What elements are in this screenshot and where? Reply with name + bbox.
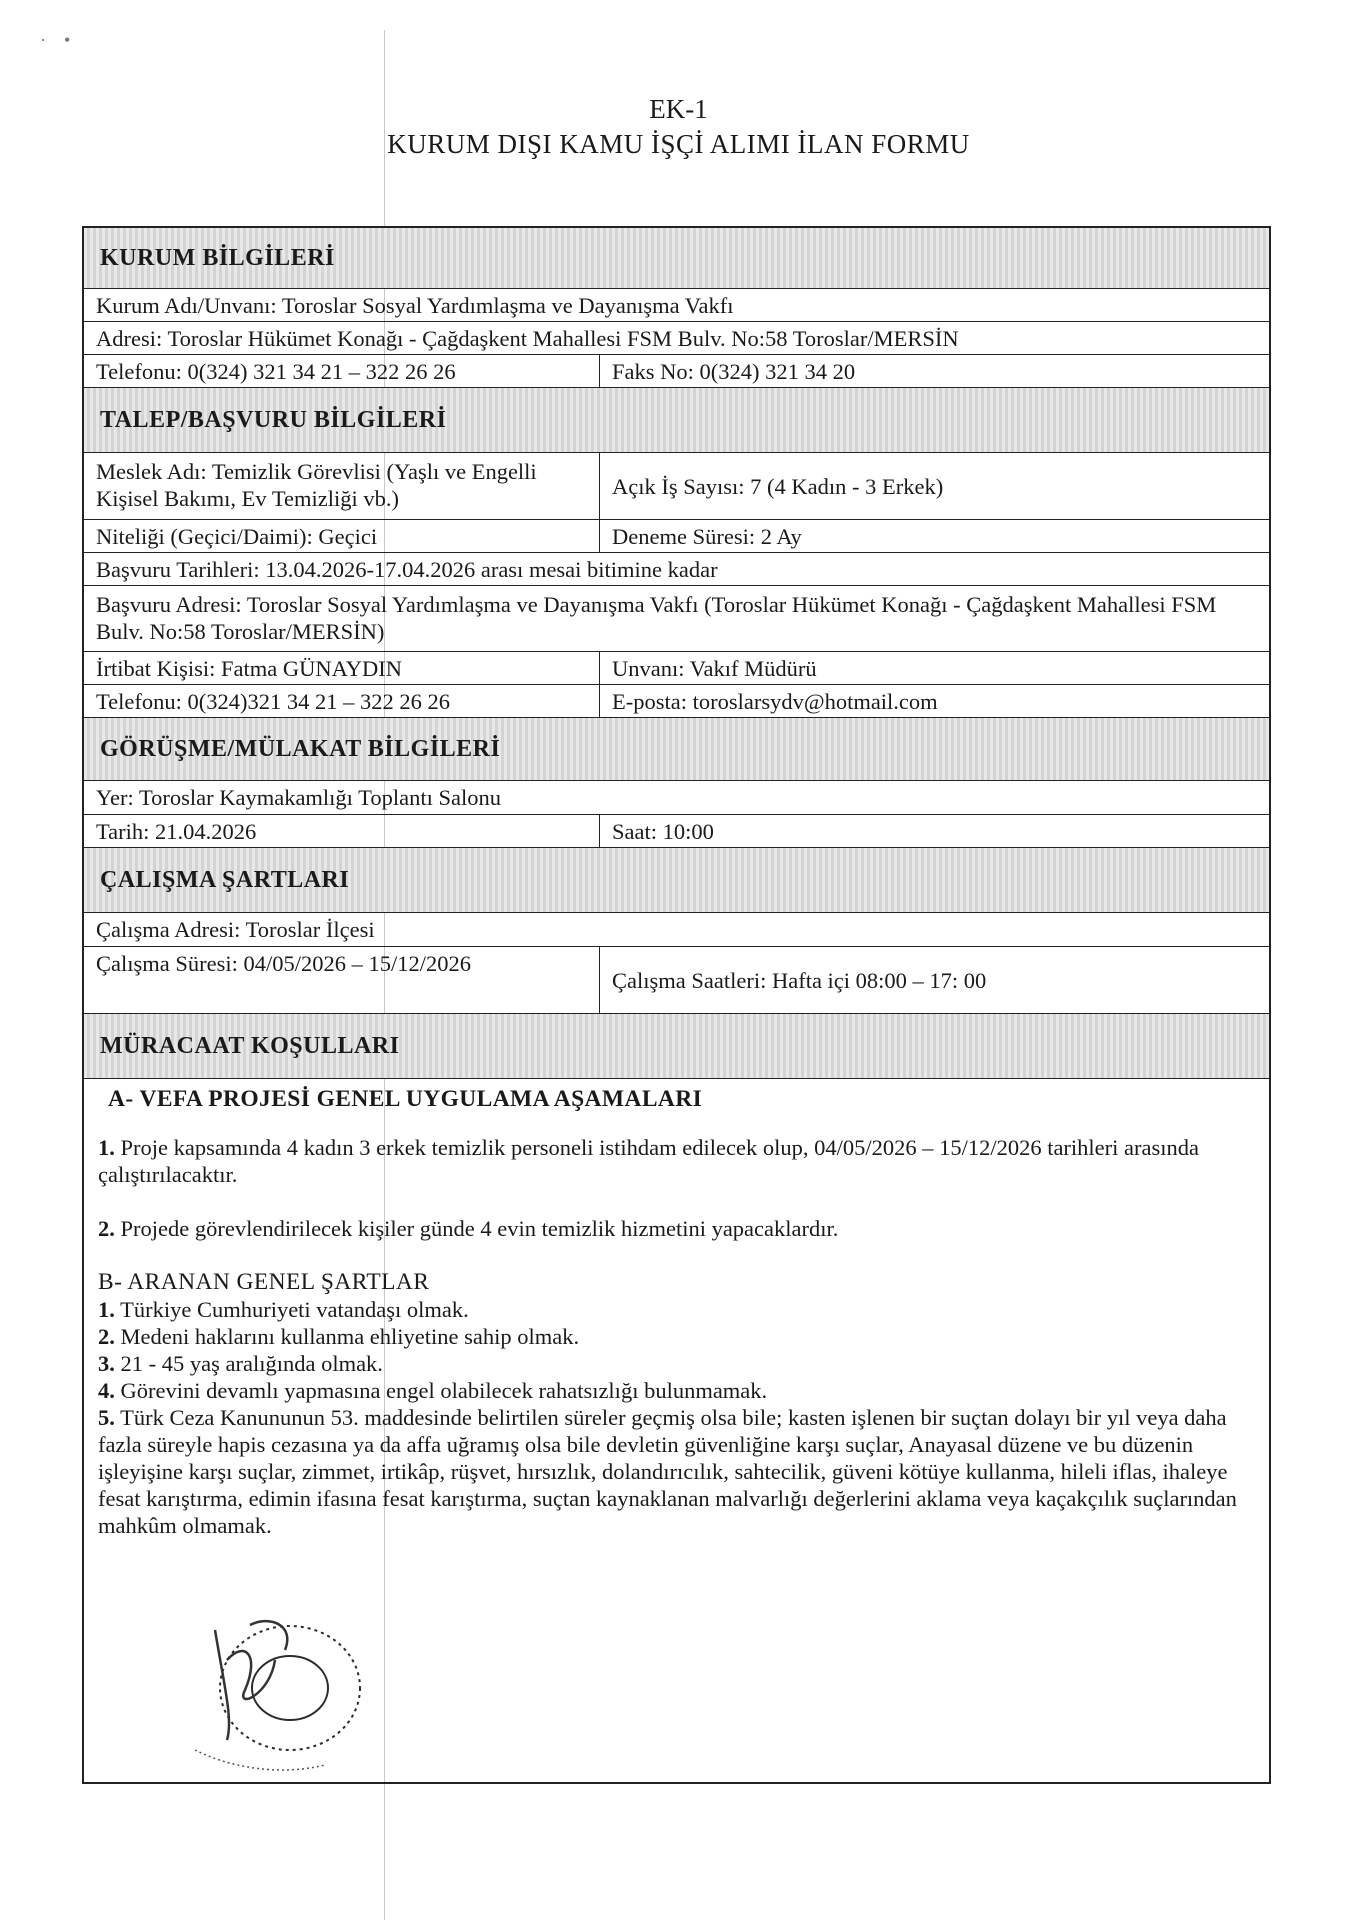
work-period: Çalışma Süresi: 04/05/2026 – 15/12/2026: [96, 951, 471, 976]
list-item: [98, 1377, 1255, 1404]
signature-icon: [215, 1621, 287, 1740]
contact-phone: Telefonu: 0(324)321 34 21 – 322 26 26: [96, 689, 451, 714]
application-address: Başvuru Adresi: Toroslar Sosyal Yardımlaşma ve Dayanışma Vakfı (Toroslar Hükümet Konağı - Çağdaşkent Mahallesi FSM Bulv. No:58 Toroslar/MERSİN): [96, 592, 1217, 644]
application-address-row: [84, 586, 1269, 652]
interview-place-row: [84, 781, 1269, 815]
work-address: Çalışma Adresi: Toroslar İlçesi: [96, 917, 375, 942]
institution-fax: Faks No: 0(324) 321 34 20: [599, 355, 1269, 387]
item-number: 2.: [98, 1324, 115, 1349]
work-period-row: [84, 947, 1269, 1014]
work-hours: Çalışma Saatleri: Hafta içi 08:00 – 17: 00: [599, 947, 1269, 1013]
section-heading-application: TALEP/BAŞVURU BİLGİLERİ: [84, 388, 1269, 453]
open-positions: Açık İş Sayısı: 7 (4 Kadın - 3 Erkek): [599, 453, 1269, 519]
document-header: [0, 92, 1357, 162]
section-heading-institution: KURUM BİLGİLERİ: [84, 228, 1269, 289]
document-title: KURUM DIŞI KAMU İŞÇİ ALIMI İLAN FORMU: [387, 129, 970, 159]
subsection-heading-a: A- VEFA PROJESİ GENEL UYGULAMA AŞAMALARI: [108, 1086, 703, 1112]
section-heading-requirements: MÜRACAAT KOŞULLARI: [84, 1014, 1269, 1079]
item-number: 5.: [98, 1405, 115, 1430]
contact-person-row: [84, 652, 1269, 685]
institution-name: Kurum Adı/Unvanı: Toroslar Sosyal Yardımlaşma ve Dayanışma Vakfı: [96, 293, 734, 318]
item-number: 1.: [98, 1297, 115, 1322]
stamp-underline-icon: [195, 1750, 325, 1770]
job-nature-row: [84, 520, 1269, 553]
annex-code: EK-1: [649, 94, 708, 124]
contact-details-row: [84, 685, 1269, 718]
contact-person: İrtibat Kişisi: Fatma GÜNAYDIN: [96, 656, 403, 681]
institution-name-row: [84, 289, 1269, 322]
interview-date: Tarih: 21.04.2026: [96, 819, 257, 844]
job-title: Meslek Adı: Temizlik Görevlisi (Yaşlı ve Engelli Kişisel Bakımı, Ev Temizliği vb.): [96, 459, 537, 511]
item-text: 21 - 45 yaş aralığında olmak.: [114, 1351, 383, 1376]
institution-address: Adresi: Toroslar Hükümet Konağı - Çağdaşkent Mahallesi FSM Bulv. No:58 Toroslar/MERSİN: [96, 326, 959, 351]
subsection-heading-b: B- ARANAN GENEL ŞARTLAR: [98, 1269, 430, 1295]
list-item: [98, 1215, 1255, 1242]
section-heading-working-conditions: ÇALIŞMA ŞARTLARI: [84, 848, 1269, 913]
job-title-row: [84, 453, 1269, 520]
contact-email: E-posta: toroslarsydv@hotmail.com: [599, 685, 1269, 717]
stamp-outer-ring: [220, 1626, 360, 1750]
list-item: [98, 1134, 1255, 1188]
interview-place: Yer: Toroslar Kaymakamlığı Toplantı Salonu: [96, 785, 501, 810]
item-number: 3.: [98, 1351, 115, 1376]
application-dates-row: [84, 553, 1269, 586]
item-number: 1.: [98, 1135, 115, 1160]
item-number: 2.: [98, 1216, 115, 1241]
application-dates: Başvuru Tarihleri: 13.04.2026-17.04.2026 arası mesai bitimine kadar: [96, 557, 718, 582]
trial-period: Deneme Süresi: 2 Ay: [599, 520, 1269, 552]
list-item: [98, 1323, 1255, 1350]
announcement-form: [82, 226, 1271, 1784]
work-address-row: [84, 913, 1269, 947]
item-text: Görevini devamlı yapmasına engel olabilecek rahatsızlığı bulunmamak.: [114, 1378, 768, 1403]
list-item: [98, 1404, 1255, 1539]
requirements-body: [84, 1086, 1269, 1539]
official-stamp-signature: [175, 1600, 375, 1790]
item-text: Türkiye Cumhuriyeti vatandaşı olmak.: [114, 1297, 469, 1322]
section-heading-interview: GÖRÜŞME/MÜLAKAT BİLGİLERİ: [84, 718, 1269, 781]
scan-marks: · •: [40, 30, 71, 50]
job-nature: Niteliği (Geçici/Daimi): Geçici: [96, 524, 378, 549]
list-item: [98, 1350, 1255, 1377]
item-number: 4.: [98, 1378, 115, 1403]
item-text: Proje kapsamında 4 kadın 3 erkek temizlik personeli istihdam edilecek olup, 04/05/2026 – 15/12/2026 tarihleri arasında çalıştırılacaktır.: [98, 1135, 1199, 1187]
institution-contact-row: [84, 355, 1269, 388]
item-text: Projede görevlendirilecek kişiler günde 4 evin temizlik hizmetini yapacaklardır.: [114, 1216, 839, 1241]
interview-time-row: [84, 815, 1269, 848]
contact-title: Unvanı: Vakıf Müdürü: [599, 652, 1269, 684]
list-item: [98, 1296, 1255, 1323]
item-text: Türk Ceza Kanununun 53. maddesinde belirtilen süreler geçmiş olsa bile; kasten işlenen bir suçtan dolayı bir yıl veya daha fazla süreyle hapis cezasına ya da affa uğramış olsa bile devletin güvenliğine karşı suçlar, Anayasal düzene ve bu düzenin işleyişine karşı suçlar, zimmet, irtikâp, rüşvet, hırsızlık, dolandırıcılık, sahtecilik, güveni kötüye kullanma, hileli iflas, ihaleye fesat karıştırma, edimin ifasına fesat karıştırma, suçtan kaynaklanan malvarlığı değerlerini aklama veya kaçakçılık suçlarından mahkûm olmamak.: [98, 1405, 1237, 1538]
item-text: Medeni haklarını kullanma ehliyetine sahip olmak.: [114, 1324, 580, 1349]
institution-address-row: [84, 322, 1269, 355]
interview-time: Saat: 10:00: [599, 815, 1269, 847]
institution-phone: Telefonu: 0(324) 321 34 21 – 322 26 26: [96, 359, 456, 384]
